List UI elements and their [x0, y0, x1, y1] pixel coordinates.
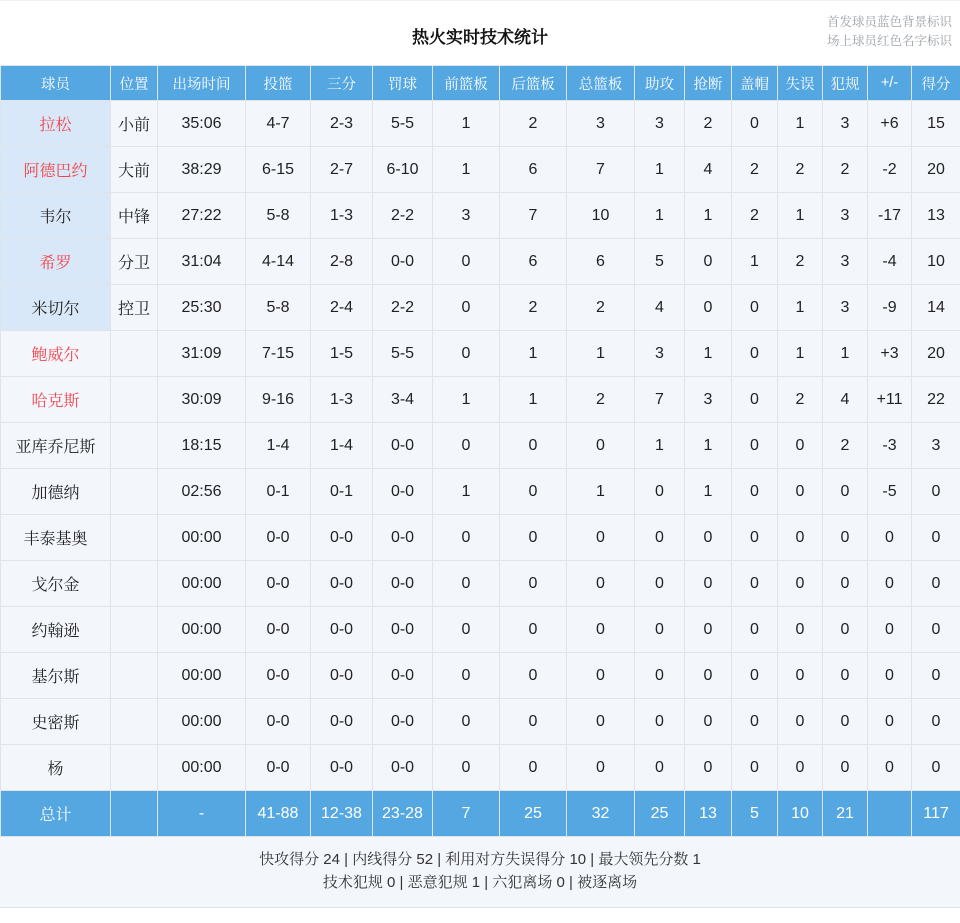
player-name-cell: 史密斯 [1, 699, 111, 745]
total-dreb-cell: 25 [500, 791, 567, 837]
stat-cell-ft: 0-0 [373, 469, 433, 515]
stat-cell-pm: +3 [868, 331, 912, 377]
player-row [1, 607, 960, 653]
stat-cell-pm: 0 [868, 653, 912, 699]
stat-cell-pos: 小前 [111, 101, 158, 147]
stat-cell-pf: 3 [823, 193, 868, 239]
stat-cell-blk: 0 [732, 101, 778, 147]
stat-cell-drb: 6 [500, 147, 567, 193]
column-header-plusminus: +/- [868, 66, 912, 101]
stat-cell-orb: 1 [433, 101, 500, 147]
team-summary [0, 837, 960, 908]
stat-cell-time: 00:00 [158, 561, 246, 607]
stat-cell-blk: 0 [732, 423, 778, 469]
stat-cell-pf: 0 [823, 699, 868, 745]
column-header-minutes: 出场时间 [158, 66, 246, 101]
stat-cell-pts: 0 [912, 469, 960, 515]
total-plusminus-cell [868, 791, 912, 837]
stat-cell-fg: 5-8 [246, 285, 311, 331]
stat-cell-blk: 0 [732, 745, 778, 791]
stat-cell-ast: 0 [635, 745, 685, 791]
stat-cell-ft: 5-5 [373, 101, 433, 147]
player-name-cell: 拉松 [1, 101, 111, 147]
stat-cell-stl: 1 [685, 193, 732, 239]
table-header-row [1, 66, 960, 101]
stat-cell-tov: 1 [778, 193, 823, 239]
stat-cell-blk: 0 [732, 469, 778, 515]
stat-cell-trb: 2 [567, 285, 635, 331]
stats-table [0, 65, 960, 837]
stat-cell-ft: 0-0 [373, 745, 433, 791]
legend-oncourt-note: 场上球员红色名字标识 [826, 34, 952, 48]
stat-cell-blk: 0 [732, 285, 778, 331]
stat-cell-ast: 0 [635, 469, 685, 515]
player-name-cell: 戈尔金 [1, 561, 111, 607]
stat-cell-trb: 7 [567, 147, 635, 193]
stat-cell-pm: 0 [868, 607, 912, 653]
stat-cell-tp: 0-0 [311, 745, 373, 791]
stat-cell-pm: 0 [868, 745, 912, 791]
stat-cell-pts: 20 [912, 331, 960, 377]
column-header-ast: 助攻 [635, 66, 685, 101]
player-row [1, 331, 960, 377]
stat-cell-stl: 0 [685, 607, 732, 653]
stat-cell-ast: 0 [635, 561, 685, 607]
stat-cell-ast: 0 [635, 699, 685, 745]
stat-cell-time: 31:04 [158, 239, 246, 285]
stat-cell-stl: 0 [685, 239, 732, 285]
stat-cell-blk: 2 [732, 193, 778, 239]
team-summary-line2: 技术犯规 0 | 恶意犯规 1 | 六犯离场 0 | 被逐离场 [322, 874, 638, 891]
stat-cell-tov: 2 [778, 147, 823, 193]
stat-cell-blk: 0 [732, 515, 778, 561]
stat-cell-pos [111, 515, 158, 561]
stat-cell-orb: 0 [433, 653, 500, 699]
stat-cell-stl: 0 [685, 285, 732, 331]
stat-cell-stl: 0 [685, 745, 732, 791]
stat-cell-drb: 0 [500, 699, 567, 745]
stat-cell-time: 00:00 [158, 515, 246, 561]
stat-cell-tp: 0-0 [311, 515, 373, 561]
stat-cell-trb: 0 [567, 561, 635, 607]
stat-cell-ft: 0-0 [373, 423, 433, 469]
stat-cell-trb: 1 [567, 331, 635, 377]
column-header-tov: 失误 [778, 66, 823, 101]
total-fg-cell: 41-88 [246, 791, 311, 837]
player-row [1, 377, 960, 423]
player-row [1, 423, 960, 469]
stat-cell-pm: -5 [868, 469, 912, 515]
stat-cell-pf: 3 [823, 101, 868, 147]
total-ast-cell: 25 [635, 791, 685, 837]
player-row [1, 469, 960, 515]
player-name-cell: 米切尔 [1, 285, 111, 331]
column-header-player: 球员 [1, 66, 111, 101]
stat-cell-pm: -9 [868, 285, 912, 331]
player-row [1, 239, 960, 285]
stat-cell-pts: 0 [912, 745, 960, 791]
stat-cell-trb: 2 [567, 377, 635, 423]
stat-cell-pos: 大前 [111, 147, 158, 193]
stat-cell-ast: 5 [635, 239, 685, 285]
stat-cell-tp: 1-4 [311, 423, 373, 469]
stat-cell-ft: 6-10 [373, 147, 433, 193]
stat-cell-pf: 0 [823, 515, 868, 561]
stat-cell-pts: 0 [912, 607, 960, 653]
stat-cell-ast: 4 [635, 285, 685, 331]
stat-cell-orb: 0 [433, 285, 500, 331]
stat-cell-blk: 1 [732, 239, 778, 285]
stat-cell-ast: 1 [635, 193, 685, 239]
stat-cell-fg: 0-1 [246, 469, 311, 515]
stat-cell-blk: 0 [732, 607, 778, 653]
page-title: 热火实时技术统计 [412, 28, 548, 47]
stat-cell-drb: 0 [500, 469, 567, 515]
stat-cell-time: 27:22 [158, 193, 246, 239]
total-3pt-cell: 12-38 [311, 791, 373, 837]
stat-cell-ft: 5-5 [373, 331, 433, 377]
player-name-cell: 希罗 [1, 239, 111, 285]
stat-cell-blk: 0 [732, 331, 778, 377]
stat-cell-fg: 5-8 [246, 193, 311, 239]
player-name-cell: 阿德巴约 [1, 147, 111, 193]
player-name-cell: 基尔斯 [1, 653, 111, 699]
column-header-position: 位置 [111, 66, 158, 101]
column-header-blk: 盖帽 [732, 66, 778, 101]
stat-cell-pm: +6 [868, 101, 912, 147]
stat-cell-orb: 0 [433, 423, 500, 469]
stat-cell-fg: 0-0 [246, 561, 311, 607]
stat-cell-orb: 0 [433, 239, 500, 285]
stat-cell-pm: -3 [868, 423, 912, 469]
title-bar [0, 1, 960, 65]
player-row [1, 147, 960, 193]
stat-cell-pf: 0 [823, 653, 868, 699]
team-summary-line1: 快攻得分 24 | 内线得分 52 | 利用对方失误得分 10 | 最大领先分数 1 [259, 851, 701, 868]
stat-cell-stl: 0 [685, 699, 732, 745]
stat-cell-drb: 0 [500, 561, 567, 607]
stat-cell-drb: 6 [500, 239, 567, 285]
stat-cell-pos [111, 607, 158, 653]
stat-cell-orb: 0 [433, 331, 500, 377]
stat-cell-trb: 0 [567, 745, 635, 791]
stat-cell-tp: 0-0 [311, 561, 373, 607]
stat-cell-tov: 0 [778, 515, 823, 561]
stat-cell-drb: 7 [500, 193, 567, 239]
column-header-pf: 犯规 [823, 66, 868, 101]
player-name-cell: 约翰逊 [1, 607, 111, 653]
stat-cell-drb: 2 [500, 101, 567, 147]
stat-cell-time: 00:00 [158, 653, 246, 699]
column-header-fg: 投篮 [246, 66, 311, 101]
stat-cell-pts: 0 [912, 699, 960, 745]
stat-cell-ft: 0-0 [373, 699, 433, 745]
stat-cell-orb: 0 [433, 561, 500, 607]
stat-cell-stl: 0 [685, 561, 732, 607]
stat-cell-tov: 0 [778, 699, 823, 745]
stat-cell-drb: 1 [500, 331, 567, 377]
stat-cell-fg: 0-0 [246, 745, 311, 791]
player-row [1, 653, 960, 699]
stat-cell-pts: 10 [912, 239, 960, 285]
stat-cell-tp: 0-0 [311, 699, 373, 745]
stat-cell-time: 35:06 [158, 101, 246, 147]
stat-cell-ft: 0-0 [373, 239, 433, 285]
stat-cell-pf: 0 [823, 561, 868, 607]
stat-cell-time: 00:00 [158, 745, 246, 791]
stat-cell-ast: 3 [635, 101, 685, 147]
stat-cell-fg: 9-16 [246, 377, 311, 423]
stat-cell-pf: 0 [823, 469, 868, 515]
stat-cell-trb: 0 [567, 699, 635, 745]
stat-cell-trb: 0 [567, 515, 635, 561]
stat-cell-ft: 0-0 [373, 653, 433, 699]
stat-cell-drb: 0 [500, 515, 567, 561]
player-row [1, 699, 960, 745]
stat-cell-pts: 0 [912, 515, 960, 561]
stat-cell-fg: 0-0 [246, 653, 311, 699]
stat-cell-ast: 3 [635, 331, 685, 377]
stat-cell-drb: 0 [500, 653, 567, 699]
stat-cell-stl: 0 [685, 515, 732, 561]
stat-cell-ast: 7 [635, 377, 685, 423]
stat-cell-pf: 1 [823, 331, 868, 377]
stat-cell-tp: 2-7 [311, 147, 373, 193]
stat-cell-tp: 2-3 [311, 101, 373, 147]
stat-cell-fg: 4-7 [246, 101, 311, 147]
stat-cell-pts: 0 [912, 653, 960, 699]
stat-cell-ast: 0 [635, 515, 685, 561]
stat-cell-pos [111, 561, 158, 607]
stat-cell-ft: 3-4 [373, 377, 433, 423]
stat-cell-orb: 0 [433, 607, 500, 653]
total-pf-cell: 21 [823, 791, 868, 837]
stat-cell-drb: 1 [500, 377, 567, 423]
stat-cell-ft: 2-2 [373, 193, 433, 239]
stat-cell-pts: 14 [912, 285, 960, 331]
stat-cell-drb: 0 [500, 745, 567, 791]
player-row [1, 561, 960, 607]
stat-cell-orb: 1 [433, 469, 500, 515]
stat-cell-pts: 0 [912, 561, 960, 607]
stat-cell-orb: 0 [433, 699, 500, 745]
stat-cell-drb: 0 [500, 607, 567, 653]
stat-cell-pm: +11 [868, 377, 912, 423]
legend-starter-note: 首发球员蓝色背景标识 [826, 15, 952, 29]
column-header-oreb: 前篮板 [433, 66, 500, 101]
stat-cell-stl: 1 [685, 423, 732, 469]
stat-cell-tov: 0 [778, 469, 823, 515]
player-name-cell: 鲍威尔 [1, 331, 111, 377]
stat-cell-pm: 0 [868, 699, 912, 745]
stat-cell-stl: 1 [685, 331, 732, 377]
stat-cell-stl: 2 [685, 101, 732, 147]
stat-cell-pos [111, 423, 158, 469]
stat-cell-blk: 0 [732, 699, 778, 745]
stat-cell-tov: 1 [778, 285, 823, 331]
stat-cell-drb: 0 [500, 423, 567, 469]
player-row [1, 101, 960, 147]
total-label-cell: 总计 [1, 791, 111, 837]
stat-cell-tov: 2 [778, 239, 823, 285]
stat-cell-pts: 22 [912, 377, 960, 423]
stat-cell-pm: -4 [868, 239, 912, 285]
stat-cell-blk: 0 [732, 561, 778, 607]
column-header-dreb: 后篮板 [500, 66, 567, 101]
stat-cell-pos [111, 653, 158, 699]
stat-cell-trb: 0 [567, 607, 635, 653]
stat-cell-pf: 2 [823, 147, 868, 193]
total-oreb-cell: 7 [433, 791, 500, 837]
stat-cell-orb: 1 [433, 377, 500, 423]
stat-cell-tp: 0-0 [311, 607, 373, 653]
stat-cell-stl: 3 [685, 377, 732, 423]
stat-cell-trb: 6 [567, 239, 635, 285]
legend [827, 13, 952, 51]
stat-cell-orb: 1 [433, 147, 500, 193]
stat-cell-tov: 1 [778, 101, 823, 147]
stat-cell-stl: 4 [685, 147, 732, 193]
stat-cell-tp: 1-5 [311, 331, 373, 377]
column-header-3pt: 三分 [311, 66, 373, 101]
stat-cell-time: 38:29 [158, 147, 246, 193]
player-name-cell: 杨 [1, 745, 111, 791]
player-row [1, 193, 960, 239]
stat-cell-blk: 2 [732, 147, 778, 193]
stat-cell-fg: 6-15 [246, 147, 311, 193]
stat-cell-ft: 0-0 [373, 515, 433, 561]
stat-cell-pts: 13 [912, 193, 960, 239]
stat-cell-tov: 0 [778, 561, 823, 607]
player-row [1, 515, 960, 561]
stat-cell-fg: 4-14 [246, 239, 311, 285]
stat-cell-pos: 中锋 [111, 193, 158, 239]
stat-cell-tp: 2-8 [311, 239, 373, 285]
stat-cell-ast: 0 [635, 607, 685, 653]
stat-cell-tov: 2 [778, 377, 823, 423]
stat-cell-fg: 7-15 [246, 331, 311, 377]
stat-cell-orb: 0 [433, 745, 500, 791]
total-row [1, 791, 960, 837]
stat-cell-time: 25:30 [158, 285, 246, 331]
stat-cell-pos [111, 699, 158, 745]
stat-cell-time: 18:15 [158, 423, 246, 469]
stat-cell-tp: 2-4 [311, 285, 373, 331]
stat-cell-time: 30:09 [158, 377, 246, 423]
stat-cell-pos [111, 331, 158, 377]
stat-cell-blk: 0 [732, 377, 778, 423]
stat-cell-ft: 0-0 [373, 607, 433, 653]
stat-cell-fg: 0-0 [246, 515, 311, 561]
player-name-cell: 丰泰基奥 [1, 515, 111, 561]
stat-cell-tov: 0 [778, 423, 823, 469]
stat-cell-fg: 0-0 [246, 699, 311, 745]
stat-cell-time: 31:09 [158, 331, 246, 377]
column-header-pts: 得分 [912, 66, 960, 101]
stat-cell-trb: 3 [567, 101, 635, 147]
stat-cell-blk: 0 [732, 653, 778, 699]
stat-cell-fg: 0-0 [246, 607, 311, 653]
stat-cell-pf: 3 [823, 239, 868, 285]
column-header-treb: 总篮板 [567, 66, 635, 101]
total-pts-cell: 117 [912, 791, 960, 837]
total-treb-cell: 32 [567, 791, 635, 837]
stat-cell-pf: 3 [823, 285, 868, 331]
total-tov-cell: 10 [778, 791, 823, 837]
stat-cell-pos: 分卫 [111, 239, 158, 285]
stat-cell-pts: 3 [912, 423, 960, 469]
stat-cell-time: 02:56 [158, 469, 246, 515]
stat-cell-tov: 0 [778, 607, 823, 653]
stat-cell-tp: 1-3 [311, 377, 373, 423]
stat-cell-pm: 0 [868, 515, 912, 561]
stat-cell-orb: 0 [433, 515, 500, 561]
stat-cell-drb: 2 [500, 285, 567, 331]
column-header-ft: 罚球 [373, 66, 433, 101]
stat-cell-ast: 0 [635, 653, 685, 699]
stat-cell-tov: 1 [778, 331, 823, 377]
stat-cell-pos [111, 469, 158, 515]
stat-cell-trb: 10 [567, 193, 635, 239]
player-name-cell: 哈克斯 [1, 377, 111, 423]
stat-cell-tov: 0 [778, 745, 823, 791]
stat-cell-pf: 0 [823, 745, 868, 791]
stat-cell-pm: -17 [868, 193, 912, 239]
stat-cell-ast: 1 [635, 147, 685, 193]
total-blk-cell: 5 [732, 791, 778, 837]
stat-cell-tp: 0-1 [311, 469, 373, 515]
stat-cell-tp: 0-0 [311, 653, 373, 699]
stat-cell-ft: 2-2 [373, 285, 433, 331]
stat-cell-time: 00:00 [158, 607, 246, 653]
stat-cell-stl: 0 [685, 653, 732, 699]
stat-cell-pos [111, 745, 158, 791]
total-stl-cell: 13 [685, 791, 732, 837]
stat-cell-orb: 3 [433, 193, 500, 239]
stat-cell-fg: 1-4 [246, 423, 311, 469]
player-name-cell: 亚库乔尼斯 [1, 423, 111, 469]
stat-cell-pos [111, 377, 158, 423]
stat-cell-trb: 1 [567, 469, 635, 515]
stat-cell-pm: -2 [868, 147, 912, 193]
stat-cell-ft: 0-0 [373, 561, 433, 607]
column-header-stl: 抢断 [685, 66, 732, 101]
stat-cell-pts: 20 [912, 147, 960, 193]
stat-cell-ast: 1 [635, 423, 685, 469]
stat-cell-stl: 1 [685, 469, 732, 515]
stat-cell-pf: 4 [823, 377, 868, 423]
player-row [1, 285, 960, 331]
stat-cell-pts: 15 [912, 101, 960, 147]
stat-cell-pf: 0 [823, 607, 868, 653]
player-name-cell: 韦尔 [1, 193, 111, 239]
total-position-cell [111, 791, 158, 837]
stat-cell-tp: 1-3 [311, 193, 373, 239]
stat-cell-trb: 0 [567, 653, 635, 699]
total-ft-cell: 23-28 [373, 791, 433, 837]
stat-cell-pos: 控卫 [111, 285, 158, 331]
stat-cell-trb: 0 [567, 423, 635, 469]
stat-cell-time: 00:00 [158, 699, 246, 745]
stat-cell-pf: 2 [823, 423, 868, 469]
stat-cell-pm: 0 [868, 561, 912, 607]
player-row [1, 745, 960, 791]
stat-cell-tov: 0 [778, 653, 823, 699]
total-minutes-cell: - [158, 791, 246, 837]
player-name-cell: 加德纳 [1, 469, 111, 515]
